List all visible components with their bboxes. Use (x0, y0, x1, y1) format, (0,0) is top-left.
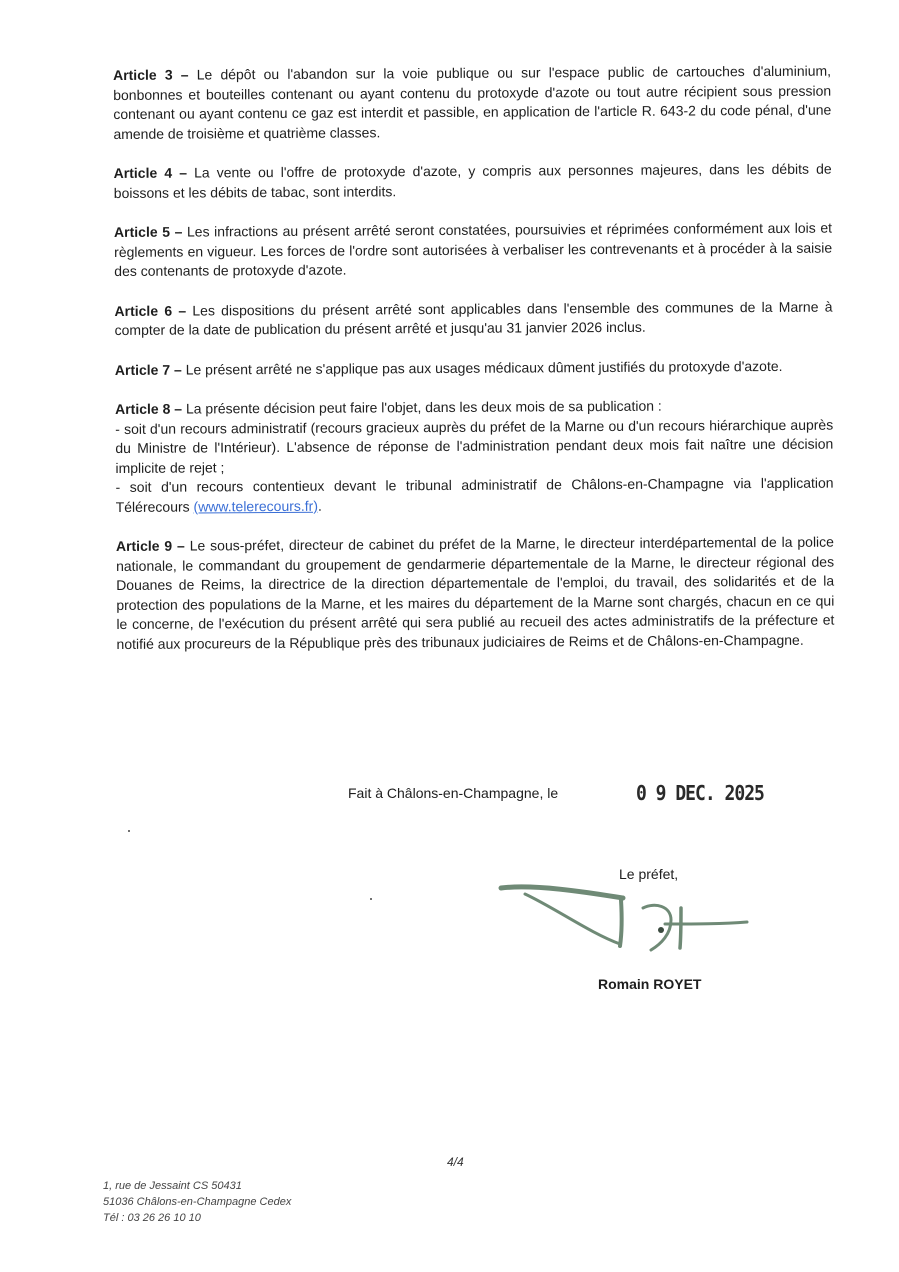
article-paragraph (113, 62, 831, 144)
article-label: Article 7 – (114, 361, 182, 378)
article-label: Article 6 – (114, 302, 187, 319)
telerecours-link[interactable]: (www.telerecours.fr) (193, 497, 319, 515)
handwritten-signature (495, 878, 755, 958)
page-number: 4/4 (447, 1155, 464, 1169)
footer-phone: Tél : 03 26 26 10 10 (103, 1212, 201, 1224)
article-9 (116, 533, 835, 654)
recourse-option-administrative: - soit d'un recours administratif (recours gracieux auprès du préfet de la Marne ou d'un recours hiérarchique auprès du Ministre de l'Intérieur). L'absence de réponse de l'administration pendant deux mois fait naître une décision implicite de rejet ; (115, 416, 834, 476)
signer-title: Le préfet, (619, 866, 679, 882)
article-5 (114, 219, 832, 282)
article-text: Les dispositions du présent arrêté sont applicables dans l'ensemble des communes de la Marne à compter de la date de publication du présent arrêté et jusqu'au 31 janvier 2026 inclus. (114, 298, 833, 338)
signer-name: Romain ROYET (598, 976, 702, 992)
article-text: Le dépôt ou l'abandon sur la voie publique ou sur l'espace public de cartouches d'aluminium, bonbonnes et bouteilles contenant ou ayant contenu du protoxyde d'azote ou tout autre récipient sous pression contenant ou ayant contenu ce gaz est interdit et passible, en application de l'article R. 643-2 du code pénal, d'une amende de troisième et quatrième classes. (113, 62, 832, 142)
article-label: Article 9 – (115, 537, 185, 554)
article-text: Les infractions au présent arrêté seront constatées, poursuivies et réprimées conformément aux lois et règlements en vigueur. Les forces de l'ordre sont autorisées à verbaliser les contrevenants et à procéder à la saisie des contenants de protoxyde d'azote. (114, 219, 833, 279)
scan-speck (128, 830, 130, 832)
article-label: Article 8 – (115, 400, 183, 417)
article-label: Article 3 – (113, 66, 189, 83)
article-text: Le sous-préfet, directeur de cabinet du préfet de la Marne, le directeur interdépartemental de la police nationale, le commandant du groupement de gendarmerie départementale de la Marne, le directeur régional des Douanes de Reims, la directrice de la direction départementale de l'emploi, du travail, des solidarités et de la protection des populations de la Marne, et les maires du département de la Marne sont chargés, chacun en ce qui le concerne, de l'exécution du présent arrêté qui sera publié au recueil des actes administratifs de la préfecture et notifié aux procureurs de la République près des tribunaux judiciaires de Reims et de Châlons-en-Champagne. (116, 533, 835, 652)
article-8 (115, 396, 834, 517)
article-text: La vente ou l'offre de protoxyde d'azote, y compris aux personnes majeures, dans les débits de boissons et les débits de tabac, sont interdits. (113, 160, 832, 201)
date-stamp: 0 9 DEC. 2025 (636, 781, 764, 806)
document-body (113, 62, 835, 674)
signing-place: Fait à Châlons-en-Champagne, le (348, 785, 559, 801)
scan-speck (370, 898, 372, 900)
article-7 (115, 356, 833, 380)
article-text: - soit d'un recours contentieux devant le tribunal administratif de Châlons-en-Champagne via l'application Télérecours (115, 474, 834, 515)
article-paragraph (115, 356, 833, 380)
article-text: . (317, 497, 322, 514)
recourse-option-contentious (116, 474, 834, 517)
article-label: Article 4 – (113, 164, 188, 181)
article-paragraph (114, 160, 832, 203)
article-label: Article 5 – (113, 223, 183, 240)
footer-city: 51036 Châlons-en-Champagne Cedex (103, 1196, 292, 1208)
article-paragraph (114, 219, 832, 282)
article-paragraph (116, 533, 835, 654)
article-6 (114, 297, 832, 340)
article-4 (114, 160, 832, 203)
article-3 (113, 62, 831, 144)
footer-street: 1, rue de Jessaint CS 50431 (103, 1180, 242, 1192)
article-text: Le présent arrêté ne s'applique pas aux usages médicaux dûment justifiés du protoxyde d'azote. (181, 357, 783, 378)
footer-address (103, 1178, 291, 1226)
article-text: La présente décision peut faire l'objet, dans les deux mois de sa publication : (181, 397, 662, 417)
article-paragraph (114, 297, 832, 340)
